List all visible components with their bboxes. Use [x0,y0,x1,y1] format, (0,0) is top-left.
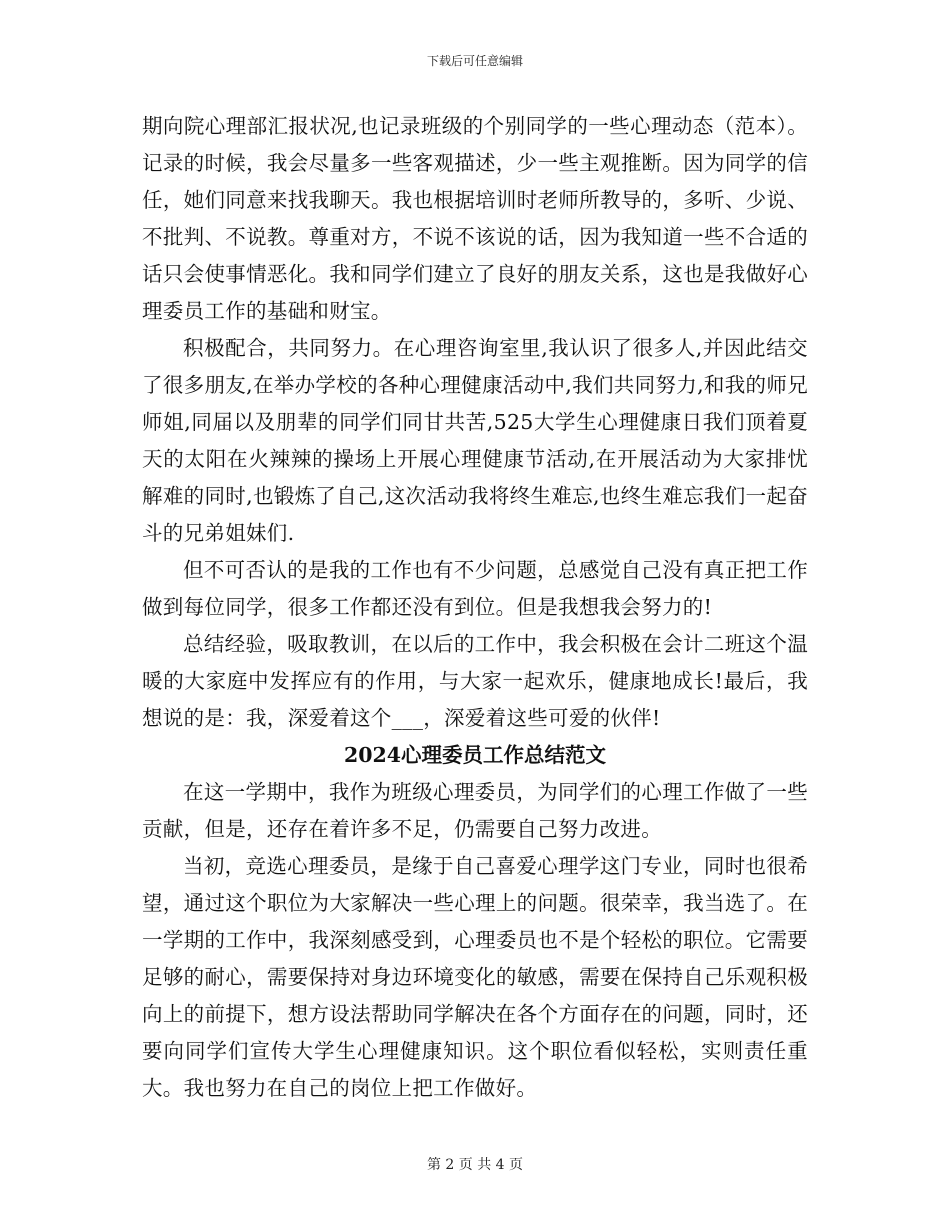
paragraph-election: 当初，竞选心理委员，是缘于自己喜爱心理学这门专业，同时也很希望，通过这个职位为大家解决一些心理上的问题。很荣幸，我当选了。在一学期的工作中，我深刻感受到，心理委员也不是个轻松的职位。它需要足够的耐心，需要保持对身边环境变化的敏感，需要在保持自己乐观积极向上的前提下，想方设法帮助同学解决在各个方面存在的问题，同时，还要向同学们宣传大学生心理健康知识。这个职位看似轻松，实则责任重大。我也努力在自己的岗位上把工作做好。 [142,854,808,1100]
page-footer: 第 2 页 共 4 页 [426,1157,524,1173]
document-body [142,108,808,1107]
paragraph-intro: 在这一学期中，我作为班级心理委员，为同学们的心理工作做了一些贡献，但是，还存在着许多不足，仍需要自己努力改进。 [142,780,808,841]
paragraph-summary: 总结经验，吸取教训，在以后的工作中，我会积极在会计二班这个温暖的大家庭中发挥应有的作用，与大家一起欢乐，健康地成长!最后，我想说的是：我，深爱着这个___，深爱着这些可爱的伙伴! [142,632,808,730]
page-header: 下载后可任意编辑 [426,54,523,68]
section-heading: 2024心理委员工作总结范文 [343,743,607,767]
paragraph-problems: 但不可否认的是我的工作也有不少问题，总感觉自己没有真正把工作做到每位同学，很多工作都还没有到位。但是我想我会努力的! [142,558,808,619]
paragraph-cooperation: 积极配合，共同努力。在心理咨询室里,我认识了很多人,并因此结交了很多朋友,在举办学校的各种心理健康活动中,我们共同努力,和我的师兄师姐,同届以及朋辈的同学们同甘共苦,525大学生心理健康日我们顶着夏天的太阳在火辣辣的操场上开展心理健康节活动,在开展活动为大家排忧解难的同时,也锻炼了自己,这次活动我将终生难忘,也终生难忘我们一起奋斗的兄弟姐妹们. [142,336,808,545]
paragraph-continuation: 期向院心理部汇报状况,也记录班级的个别同学的一些心理动态（范本）。记录的时候，我会尽量多一些客观描述，少一些主观推断。因为同学的信任，她们同意来找我聊天。我也根据培训时老师所教导的，多听、少说、不批判、不说教。尊重对方，不说不该说的话，因为我知道一些不合适的话只会使事情恶化。我和同学们建立了良好的朋友关系，这也是我做好心理委员工作的基础和财宝。 [142,114,808,323]
